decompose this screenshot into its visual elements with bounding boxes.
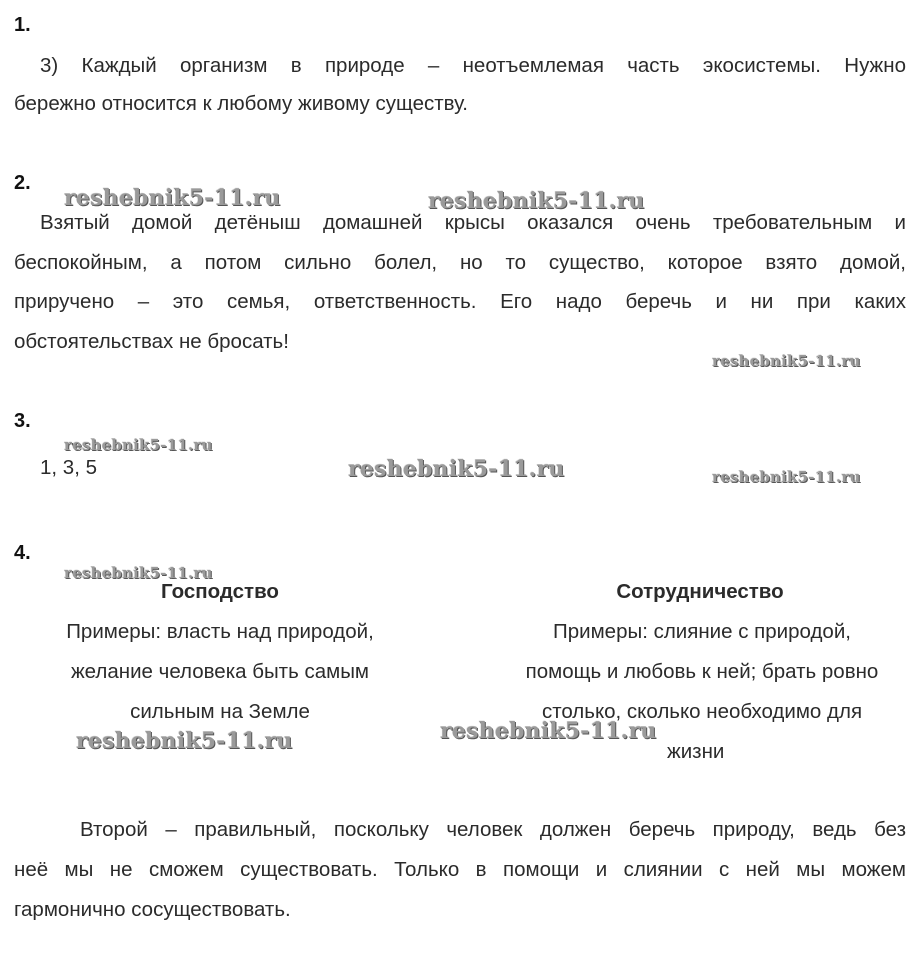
task-3-number: 3. <box>14 410 31 432</box>
watermark: reshebnik5-11.ru <box>712 352 861 370</box>
task-2-line-1: Взятый домой детёныш домашней крысы оказался очень требовательным и <box>40 211 906 234</box>
task-2-number: 2. <box>14 172 31 194</box>
left-column-text <box>28 612 412 732</box>
watermark: reshebnik5-11.ru <box>348 456 565 482</box>
task-2-line-2: беспокойным, а потом сильно болел, но то существо, которое взято домой, <box>14 251 906 274</box>
left-line-2: желание человека быть самым <box>70 660 370 683</box>
right-line-2: помощь и любовь к ней; брать ровно <box>525 660 879 683</box>
right-line-3: столько, сколько необходимо для <box>541 700 863 723</box>
conclusion-line-3: гармонично сосуществовать. <box>14 898 291 921</box>
watermark: reshebnik5-11.ru <box>64 436 213 454</box>
task-1-number: 1. <box>14 14 31 36</box>
conclusion-line-2: неё мы не сможем существовать. Только в помощи и слиянии с ней мы можем <box>14 858 906 881</box>
right-column-text <box>498 612 906 732</box>
conclusion-line-1: Второй – правильный, поскольку человек должен беречь природу, ведь без <box>80 818 906 841</box>
right-line-4: жизни <box>667 740 725 763</box>
watermark: reshebnik5-11.ru <box>64 564 213 582</box>
watermark: reshebnik5-11.ru <box>712 468 861 486</box>
right-column-title: Сотрудничество <box>616 580 784 603</box>
watermark: reshebnik5-11.ru <box>440 718 657 744</box>
watermark: reshebnik5-11.ru <box>428 188 645 214</box>
left-line-1: Примеры: власть над природой, <box>66 620 374 643</box>
watermark: reshebnik5-11.ru <box>76 728 293 754</box>
task-2-line-4: обстоятельствах не бросать! <box>14 330 289 353</box>
left-line-3: сильным на Земле <box>130 700 310 723</box>
task-4-number: 4. <box>14 542 31 564</box>
task-2-line-3: приручено – это семья, ответственность. Его надо беречь и ни при каких <box>14 290 906 313</box>
left-column-title: Господство <box>161 580 279 603</box>
right-line-1: Примеры: слияние с природой, <box>552 620 851 643</box>
watermark: reshebnik5-11.ru <box>64 185 281 211</box>
task-3-answer: 1, 3, 5 <box>40 456 97 479</box>
task-1-line-2: бережно относится к любому живому существу. <box>14 92 469 115</box>
task-1-line-1: 3) Каждый организм в природе – неотъемлемая часть экосистемы. Нужно <box>40 54 906 77</box>
